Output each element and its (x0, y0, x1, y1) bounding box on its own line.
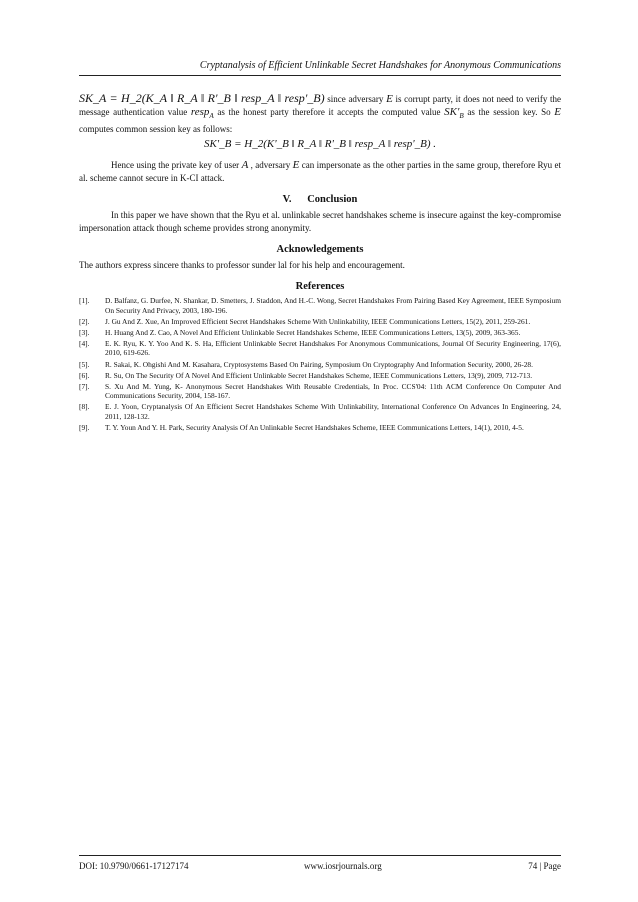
body-text (79, 92, 561, 434)
paragraph-impersonation: Hence using the private key of user A , adversary E can impersonate as the other parties in the same group, therefore Ryu et al. scheme cannot secure in K-CI attack. (79, 159, 561, 183)
references-list (79, 296, 561, 433)
footer-rule (79, 855, 561, 856)
acknowledgements-text: The authors express sincere thanks to professor sunder lal for his help and encouragement. (79, 260, 405, 270)
header-rule (79, 75, 561, 76)
acknowledgements-heading: Acknowledgements (276, 244, 364, 255)
conclusion-heading: V. Conclusion (282, 194, 358, 205)
reference-item: [6]. R. Su, On The Security Of A Novel And Efficient Unlinkable Secret Handshakes Scheme, IEEE Communications Letters, 13(9), 2009, 712-713. (79, 370, 533, 380)
footer-website-link[interactable]: www.iosrjournals.org (304, 861, 382, 871)
reference-item: [7]. S. Xu And M. Yung, K- Anonymous Secret Handshakes With Reusable Credentials, In Proc. CCS'04: 11th ACM Conference On Computer And Communications Security, 2004, 158-167. (79, 381, 561, 401)
footer-page-number: 74 | Page (528, 861, 561, 871)
reference-item: [4]. E. K. Ryu, K. Y. Yoo And K. S. Ha, Efficient Unlinkable Secret Handshakes For Anonymous Communications, Journal Of Security Engineering, 17(6), 2010, 619-626. (79, 338, 561, 358)
equation-skb: SK'_B = H_2(K'_B ‖ R_A ‖ R'_B ‖ resp_A ‖ resp'_B) . (203, 138, 437, 150)
reference-item: [1]. D. Balfanz, G. Durfee, N. Shankar, D. Smetters, J. Staddon, And H.-C. Wong, Secret Handshakes From Pairing Based Key Agreement, IEEE Symposium On Security And Privacy, 2003, 180-196. (79, 296, 561, 315)
reference-item: [8]. E. J. Yoon, Cryptanalysis Of An Efficient Secret Handshakes Scheme With Unlinkability, International Conference On Advances In Engineering, 24, 2011, 128-132. (79, 402, 561, 422)
footer-doi: DOI: 10.9790/0661-17127174 (79, 861, 189, 871)
references-heading: References (295, 281, 345, 292)
reference-item: [2]. J. Gu And Z. Xue, An Improved Efficient Secret Handshakes Scheme With Unlinkability, IEEE Communications Letters, 15(2), 2011, 259-261. (79, 316, 531, 326)
equation-ska: SK_A = H_2(K_A ‖ R_A ‖ R'_B ‖ resp_A ‖ resp'_B) (79, 91, 325, 105)
running-header: Cryptanalysis of Efficient Unlinkable Secret Handshakes for Anonymous Communications (199, 60, 561, 71)
reference-item: [3]. H. Huang And Z. Cao, A Novel And Efficient Unlinkable Secret Handshakes Scheme, IEEE Communications Letters, 13(5), 2009, 363-365. (79, 327, 521, 337)
reference-item: [5]. R. Sakai, K. Ohgishi And M. Kasahara, Cryptosystems Based On Pairing, Symposium On Cryptography And Information Security, 2000, 26-28. (79, 359, 533, 369)
paragraph-session-key: SK_A = H_2(K_A ‖ R_A ‖ R'_B ‖ resp_A ‖ resp'_B) since adversary E is corrupt party, it does not need to verify the message authentication value resp$_A$ as the honest party therefore it accepts the computed value $SK'_B$ as the session key. So E computes common session key as follows: (79, 91, 561, 134)
reference-item: [9]. T. Y. Youn And Y. H. Park, Security Analysis Of An Unlinkable Secret Handshakes Scheme, IEEE Communications Letters, 14(1), 2010, 4-5. (79, 423, 524, 433)
conclusion-text: In this paper we have shown that the Ryu et al. unlinkable secret handshakes scheme is insecure against the key-compromise impersonation attack though scheme provides strong anonymity. (79, 210, 561, 233)
